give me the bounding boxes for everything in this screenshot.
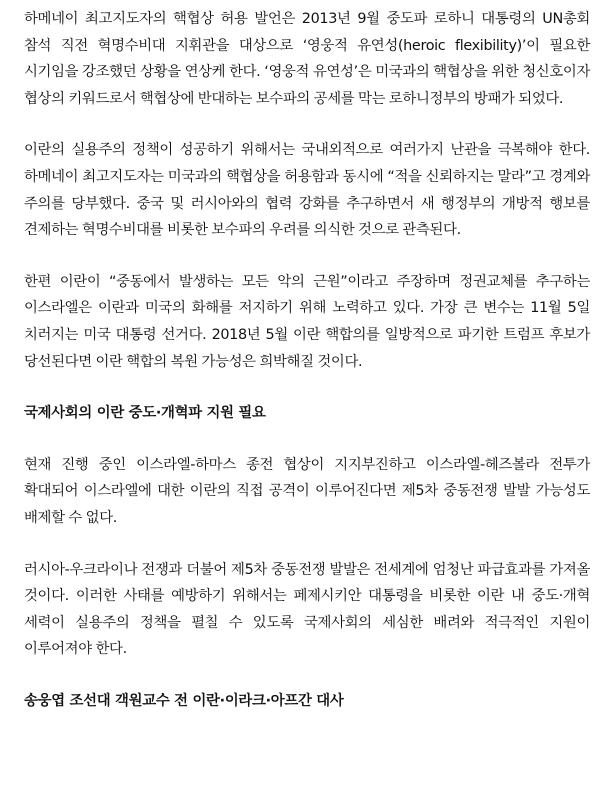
paragraph-israel-us-election: 한편 이란이 “중동에서 발생하는 모든 악의 근원”이라고 주장하며 정권교체를 추구하는 이스라엘은 이란과 미국의 화해를 저지하기 위해 노력하고 있다. 가장 큰 변수는 11월 5일 치러지는 미국 대통령 선거다. 2018년 5월 이란 핵합의를 일방적으로 파기한 트럼프 후보가 당선된다면 이란 핵합의 복원 가능성은 희박해질 것이다.	[24, 273, 590, 370]
paragraph-international-support: 러시아-우크라이나 전쟁과 더불어 제5차 중동전쟁 발발은 전세계에 엄청난 파급효과를 가져올 것이다. 이러한 사태를 예방하기 위해서는 페제시키안 대통령을 비롯한 이란 내 중도·개혁 세력이 실용주의 정책을 펼칠 수 있도록 국제사회의 세심한 배려와 적극적인 지원이 이루어져야 한다.	[24, 561, 590, 658]
author-byline: 송웅엽 조선대 객원교수 전 이란·이라크·아프간 대사	[24, 692, 344, 709]
paragraph-fifth-middle-east-war: 현재 진행 중인 이스라엘-하마스 종전 협상이 지지부진하고 이스라엘-헤즈볼라 전투가 확대되어 이스라엘에 대한 이란의 직접 공격이 이루어진다면 제5차 중동전쟁 발발 가능성도 배제할 수 없다.	[24, 456, 590, 526]
article-body	[24, 6, 590, 714]
paragraph-heroic-flexibility: 하메네이 최고지도자의 핵협상 허용 발언은 2013년 9월 중도파 로하니 대통령의 UN총회 참석 직전 혁명수비대 지휘관을 대상으로 ‘영웅적 유연성(heroic flexibility)’이 필요한 시기임을 강조했던 상황을 연상케 한다. ‘영웅적 유연성’은 미국과의 핵협상을 위한 청신호이자 협상의 키워드로서 핵협상에 반대하는 보수파의 공세를 막는 로하니정부의 방패가 되었다.	[24, 11, 590, 107]
section-heading: 국제사회의 이란 중도·개혁파 지원 필요	[24, 405, 266, 422]
paragraph-pragmatic-policy: 이란의 실용주의 정책이 성공하기 위해서는 국내외적으로 여러가지 난관을 극복해야 한다. 하메네이 최고지도자는 미국과의 핵협상을 허용함과 동시에 “적을 신뢰하지는 말라”고 경계와 주의를 당부했다. 중국 및 러시아와의 협력 강화를 추구하면서 새 행정부의 개방적 행보를 견제하는 혁명수비대를 비롯한 보수파의 우려를 의식한 것으로 관측된다.	[24, 142, 590, 239]
